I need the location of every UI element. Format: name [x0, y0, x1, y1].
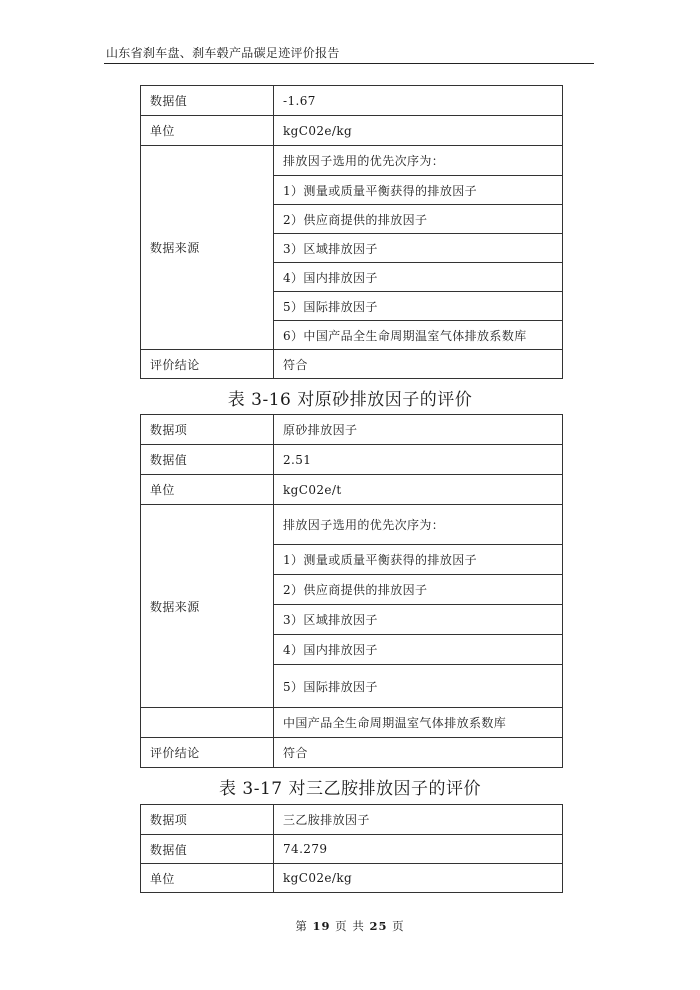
source-item: 1）测量或质量平衡获得的排放因子 — [274, 545, 563, 575]
page-footer — [0, 918, 700, 934]
row-value: 原砂排放因子 — [274, 415, 563, 445]
row-label: 数据项 — [141, 805, 274, 835]
source-item: 2）供应商提供的排放因子 — [274, 575, 563, 605]
footer-suffix: 页 — [392, 919, 405, 933]
table-row — [141, 805, 563, 835]
source-label: 数据来源 — [141, 146, 274, 350]
source-item: 排放因子选用的优先次序为： — [274, 505, 563, 545]
table-row — [141, 116, 563, 146]
conclusion-value: 符合 — [274, 738, 563, 768]
table-caption-3-16: 表 3-16 对原砂排放因子的评价 — [227, 390, 473, 410]
source-item: 4）国内排放因子 — [274, 263, 563, 292]
source-item: 3）区域排放因子 — [274, 605, 563, 635]
footer-mid: 页 共 — [335, 919, 365, 933]
row-label: 单位 — [141, 116, 274, 146]
source-item: 排放因子选用的优先次序为： — [274, 146, 563, 176]
conclusion-value: 符合 — [274, 350, 563, 379]
source-item: 5）国际排放因子 — [274, 292, 563, 321]
table-row — [141, 864, 563, 893]
source-item: 6）中国产品全生命周期温室气体排放系数库 — [274, 321, 563, 350]
table-row — [141, 835, 563, 864]
row-label: 数据值 — [141, 86, 274, 116]
table-row — [141, 738, 563, 768]
table-row — [141, 86, 563, 116]
conclusion-label: 评价结论 — [141, 350, 274, 379]
source-item: 4）国内排放因子 — [274, 635, 563, 665]
conclusion-label: 评价结论 — [141, 738, 274, 768]
row-label: 单位 — [141, 864, 274, 893]
source-item: 3）区域排放因子 — [274, 234, 563, 263]
source-item: 中国产品全生命周期温室气体排放系数库 — [274, 708, 563, 738]
header-rule — [104, 63, 594, 64]
table-row — [141, 505, 563, 545]
table-caption-3-17: 表 3-17 对三乙胺排放因子的评价 — [219, 779, 481, 799]
table-row — [141, 445, 563, 475]
footer-prefix: 第 — [295, 919, 308, 933]
table-row — [141, 350, 563, 379]
row-value: 74.279 — [274, 835, 563, 864]
empty-cell — [141, 708, 274, 738]
table-row — [141, 415, 563, 445]
row-label: 数据值 — [141, 835, 274, 864]
row-label: 单位 — [141, 475, 274, 505]
source-item: 2）供应商提供的排放因子 — [274, 205, 563, 234]
table-row — [141, 708, 563, 738]
total-page-number: 25 — [369, 919, 388, 933]
row-label: 数据值 — [141, 445, 274, 475]
source-item: 5）国际排放因子 — [274, 665, 563, 708]
row-value: kgC02e/kg — [274, 864, 563, 893]
document-header: 山东省刹车盘、刹车毂产品碳足迹评价报告 — [106, 46, 340, 60]
source-item: 1）测量或质量平衡获得的排放因子 — [274, 176, 563, 205]
source-label: 数据来源 — [141, 505, 274, 708]
table-row — [141, 475, 563, 505]
table-prev — [140, 85, 563, 379]
table-3-16 — [140, 414, 563, 768]
table-row — [141, 146, 563, 176]
row-value: kgC02e/kg — [274, 116, 563, 146]
row-value: -1.67 — [274, 86, 563, 116]
current-page-number: 19 — [312, 919, 331, 933]
table-3-17 — [140, 804, 563, 893]
row-value: 三乙胺排放因子 — [274, 805, 563, 835]
row-label: 数据项 — [141, 415, 274, 445]
row-value: kgC02e/t — [274, 475, 563, 505]
row-value: 2.51 — [274, 445, 563, 475]
